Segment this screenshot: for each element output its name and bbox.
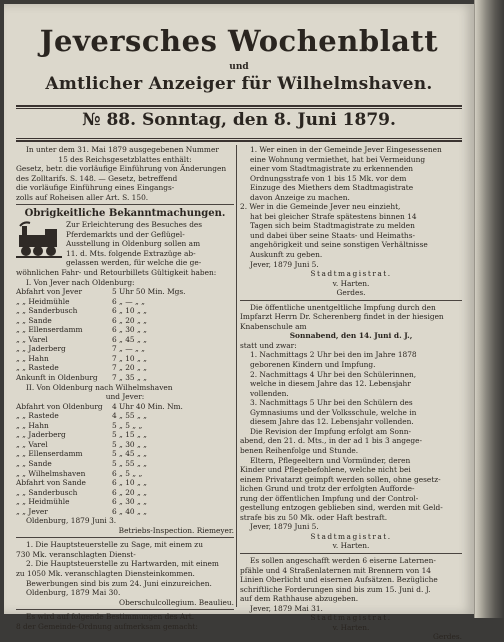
timetable-row: „ „ Rastede 4 „ 55 „ „	[16, 411, 147, 421]
notice-line: wöhnlichen Fahr- und Retourbillets Gültigkeit haben:	[16, 268, 217, 278]
notice-line: Ordnungsstrafe von 1 bis 15 Mk. vor dem	[250, 173, 407, 183]
newspaper-page	[4, 4, 474, 642]
list-item: diesem Jahre das 12. Lebensjahr vollenden.	[250, 417, 414, 427]
masthead-subtitle: Amtlicher Anzeiger für Wilhelmshaven.	[45, 74, 433, 94]
intro-line: des Zolltarifs. S. 148. — Gesetz, betreffend	[16, 173, 178, 183]
section-heading: Obrigkeitliche Bekanntmachungen.	[24, 208, 226, 220]
notice-line: Tagen sich beim Stadtmagistrate zu melden	[250, 221, 415, 231]
list-item: gestellung entzogen geblieben sind, werden mit Geld-	[240, 503, 443, 513]
timetable-row: „ „ Ellenserdamm 5 „ 45 „ „	[16, 449, 147, 459]
signature-date: Jever, 1879 Mai 31.	[250, 603, 323, 613]
notice-line: hat bei gleicher Strafe spätestens binnen 14	[250, 211, 417, 221]
intro-line: In unter dem 31. Mai 1879 ausgegebenen Nummer	[26, 145, 219, 154]
list-item: 2. Nachmittags 4 Uhr bei den Schülerinnen,	[250, 369, 417, 379]
dateline-rule-thin	[16, 138, 462, 139]
timetable-row: Abfahrt von Jever 5 Uhr 50 Min. Mgs.	[16, 287, 186, 297]
timetable-row: „ „ Jaderberg 7 „ — „ „	[16, 344, 145, 354]
masthead-und: und	[229, 62, 249, 72]
dateline-rule-bottom	[16, 140, 462, 142]
intro-line: Gesetz, betr. die vorläufige Einführung von Änderungen	[16, 164, 227, 174]
list-item: einem Privatarzt geimpft werden sollen, ohne gesetz-	[240, 474, 441, 484]
list-item: abend, den 21. d. Mts., in der ad 1 bis 3 angege-	[240, 436, 422, 446]
timetable-row: „ „ Jever 6 „ 40 „ „	[16, 506, 147, 516]
notice-line: Ausstellung in Oldenburg sollen am	[66, 239, 201, 249]
notice-line: zu 1050 Mk. veranschlagten Diensteinkommen.	[16, 568, 195, 578]
notice-line: 1. Wer einen in der Gemeinde Jever Eingesessenen	[250, 145, 442, 154]
notice-line: davon Anzeige zu machen.	[250, 192, 350, 202]
right-column	[240, 145, 462, 642]
timetable-outbound	[16, 287, 234, 382]
list-item: 1. Nachmittags 2 Uhr bei den im Jahre 1878	[250, 350, 417, 360]
notice-line: Zur Erleichterung des Besuches des	[66, 220, 203, 230]
timetable-row: Abfahrt von Sande 6 „ 10 „ „	[16, 478, 147, 488]
route-heading: und Jever:	[105, 392, 145, 402]
book-spine	[474, 0, 504, 618]
signature-office: Stadtmagistrat.	[310, 269, 392, 279]
signature-date: Jever, 1879 Juni 5.	[250, 259, 319, 269]
signature-name: Oberschulcollegium. Beaulieu.	[119, 597, 234, 607]
intro-line: zolls auf Roheisen aller Art. S. 150.	[16, 192, 149, 202]
signature-office: Stadtmagistrat.	[310, 531, 392, 541]
notice-line: 2. Die Hauptsteuerstelle zu Hartwarden, mit einem	[26, 559, 219, 569]
list-item: Kinder und Pflegebefohlene, welche nicht bei	[240, 465, 411, 475]
section-rule	[240, 553, 462, 554]
notice-line: Es wird auf folgende Bestimmungen des Art.	[26, 612, 195, 622]
notice-line: 1. Die Hauptsteuerstelle zu Sage, mit einem zu	[26, 540, 203, 550]
timetable-return	[16, 402, 234, 517]
notice-line: 730 Mk. veranschlagten Dienst-	[16, 549, 136, 559]
timetable-row: „ „ Sanderbusch 6 „ 20 „ „	[16, 487, 147, 497]
timetable-row: „ „ Sande 5 „ 55 „ „	[16, 458, 147, 468]
list-item: welche in diesem Jahre das 12. Lebensjahr	[250, 379, 411, 389]
notice-line: einer vom Stadtmagistrate zu erkennenden	[250, 164, 414, 174]
list-item: lichen Grund und trotz der erfolgten Aufforde-	[240, 484, 415, 494]
masthead-rule-top	[16, 105, 462, 107]
timetable-row: „ „ Sanderbusch 6 „ 10 „ „	[16, 306, 147, 316]
notice-line: Oldenburg, 1879 Mai 30.	[26, 588, 121, 598]
signature-name: v. Harten.	[332, 622, 370, 632]
signature-name: Betriebs-Inspection. Riemeyer.	[118, 525, 234, 535]
intro-line: 15 des Reichsgesetzblattes enthält:	[58, 154, 192, 164]
notice-line: Pferdemarkts und der Geflügel-	[66, 229, 185, 239]
list-item: geborenen Kindern und Impfung.	[250, 360, 376, 370]
timetable-row: Abfahrt von Oldenburg 4 Uhr 40 Min. Nm.	[16, 401, 183, 411]
masthead-title: Jeversches Wochenblatt	[39, 24, 439, 58]
timetable-row: „ „ Ellenserdamm 6 „ 30 „ „	[16, 325, 147, 335]
notice-line: eine Wohnung vermiethet, hat bei Vermeidung	[250, 154, 426, 164]
list-item: Gymnasiums und der Volksschule, welche in	[250, 407, 417, 417]
section-rule	[16, 537, 234, 538]
timetable-row: „ „ Varel 6 „ 45 „ „	[16, 334, 147, 344]
timetable-row: „ „ Rastede 7 „ 20 „ „	[16, 363, 147, 373]
timetable-row: „ „ Sande 6 „ 20 „ „	[16, 315, 147, 325]
notice-line: Knabenschule am	[240, 321, 307, 331]
signature-name: v. Harten.	[332, 541, 370, 551]
list-item: strafe bis zu 50 Mk. oder Haft bestraft.	[240, 512, 388, 522]
signature-office: Stadtmagistrat.	[310, 613, 392, 623]
notice-line: 2. Wer in die Gemeinde Jever neu einzieht,	[240, 202, 401, 212]
column-divider	[236, 145, 237, 607]
notice-line: pfähle und 4 Straßenlaternen mit Brennern von 14	[240, 565, 432, 575]
locomotive-icon	[16, 221, 62, 259]
section-rule	[16, 609, 234, 610]
timetable-row: „ „ Hahn 5 „ 5 „ „	[16, 420, 143, 430]
notice-line: gelassen werden, für welche die ge-	[66, 258, 202, 268]
notice-line: statt und zwar:	[240, 340, 297, 350]
route-heading: II. Von Oldenburg nach Wilhelmshaven	[26, 382, 173, 392]
notice-line: Linien Oberlicht und eisernen Aufsätzen. Bezügliche	[240, 575, 438, 585]
masthead-rule-top-thin	[16, 108, 462, 109]
timetable-row: „ „ Jaderberg 5 „ 15 „ „	[16, 430, 147, 440]
notice-line: angehörigkeit und seine sonstigen Verhältnisse	[250, 240, 428, 250]
notice-line: und dabei über seine Staats- und Heimaths-	[250, 230, 415, 240]
notice-line: 8 der Gemeinde-Ordnung aufmerksam gemacht:	[16, 621, 198, 631]
list-item: 3. Nachmittags 5 Uhr bei den Schülern des	[250, 398, 413, 408]
vaccination-date: Sonnabend, den 14. Juni d. J.,	[289, 331, 413, 341]
timetable-row: „ „ Wilhelmshaven 6 „ 5 „ „	[16, 468, 143, 478]
route-heading: I. Von Jever nach Oldenburg:	[26, 277, 135, 287]
notice-line: Auskunft zu geben.	[250, 250, 323, 260]
list-item: rung der öffentlichen Impfung und der Control-	[240, 493, 419, 503]
list-item: benen Reihenfolge und Stunde.	[240, 445, 359, 455]
notice-line: schriftliche Forderungen sind bis zum 15. Juni d. J.	[240, 584, 431, 594]
list-item: Eltern, Pflegeeltern und Vormünder, deren	[250, 455, 411, 465]
section-rule	[240, 300, 462, 301]
timetable-row: „ „ Heidmühle 6 „ 30 „ „	[16, 497, 147, 507]
signature-clerk: Gerdes.	[432, 632, 462, 642]
timetable-row: „ „ Hahn 7 „ 10 „ „	[16, 353, 147, 363]
signature-place: Oldenburg, 1879 Juni 3.	[26, 516, 117, 526]
timetable-row: „ „ Varel 5 „ 30 „ „	[16, 439, 147, 449]
notice-line: Einzuge des Miethers dem Stadtmagistrate	[250, 183, 414, 193]
signature-date: Jever, 1879 Juni 5.	[250, 522, 319, 532]
notice-line: Es sollen angeschafft werden 6 eiserne Laternen-	[250, 555, 436, 565]
notice-line: auf dem Rathhause abzugeben.	[240, 594, 359, 604]
intro-line: die vorläufige Einführung eines Eingangs-	[16, 183, 175, 193]
signature-name: v. Harten.	[332, 278, 370, 288]
list-item: vollenden.	[250, 388, 289, 398]
notice-line: 11. d. Mts. folgende Extrazüge ab-	[66, 248, 196, 258]
timetable-row: „ „ Heidmühle 6 „ — „ „	[16, 296, 145, 306]
notice-line: Impfarzt Herrn Dr. Scherenberg findet in der hiesigen	[240, 312, 444, 322]
list-item: Die Revision der Impfung erfolgt am Sonn-	[250, 426, 411, 436]
signature-clerk: Gerdes.	[336, 288, 366, 298]
notice-line: Bewerbungen sind bis zum 24. Juni einzureichen.	[26, 578, 212, 588]
timetable-row: Ankunft in Oldenburg 7 „ 35 „ „	[16, 373, 147, 383]
left-column	[16, 145, 234, 631]
section-rule	[16, 204, 234, 205]
issue-dateline: № 88. Sonntag, den 8. Juni 1879.	[82, 110, 396, 130]
notice-line: Die öffentliche unentgeltliche Impfung durch den	[250, 302, 436, 312]
